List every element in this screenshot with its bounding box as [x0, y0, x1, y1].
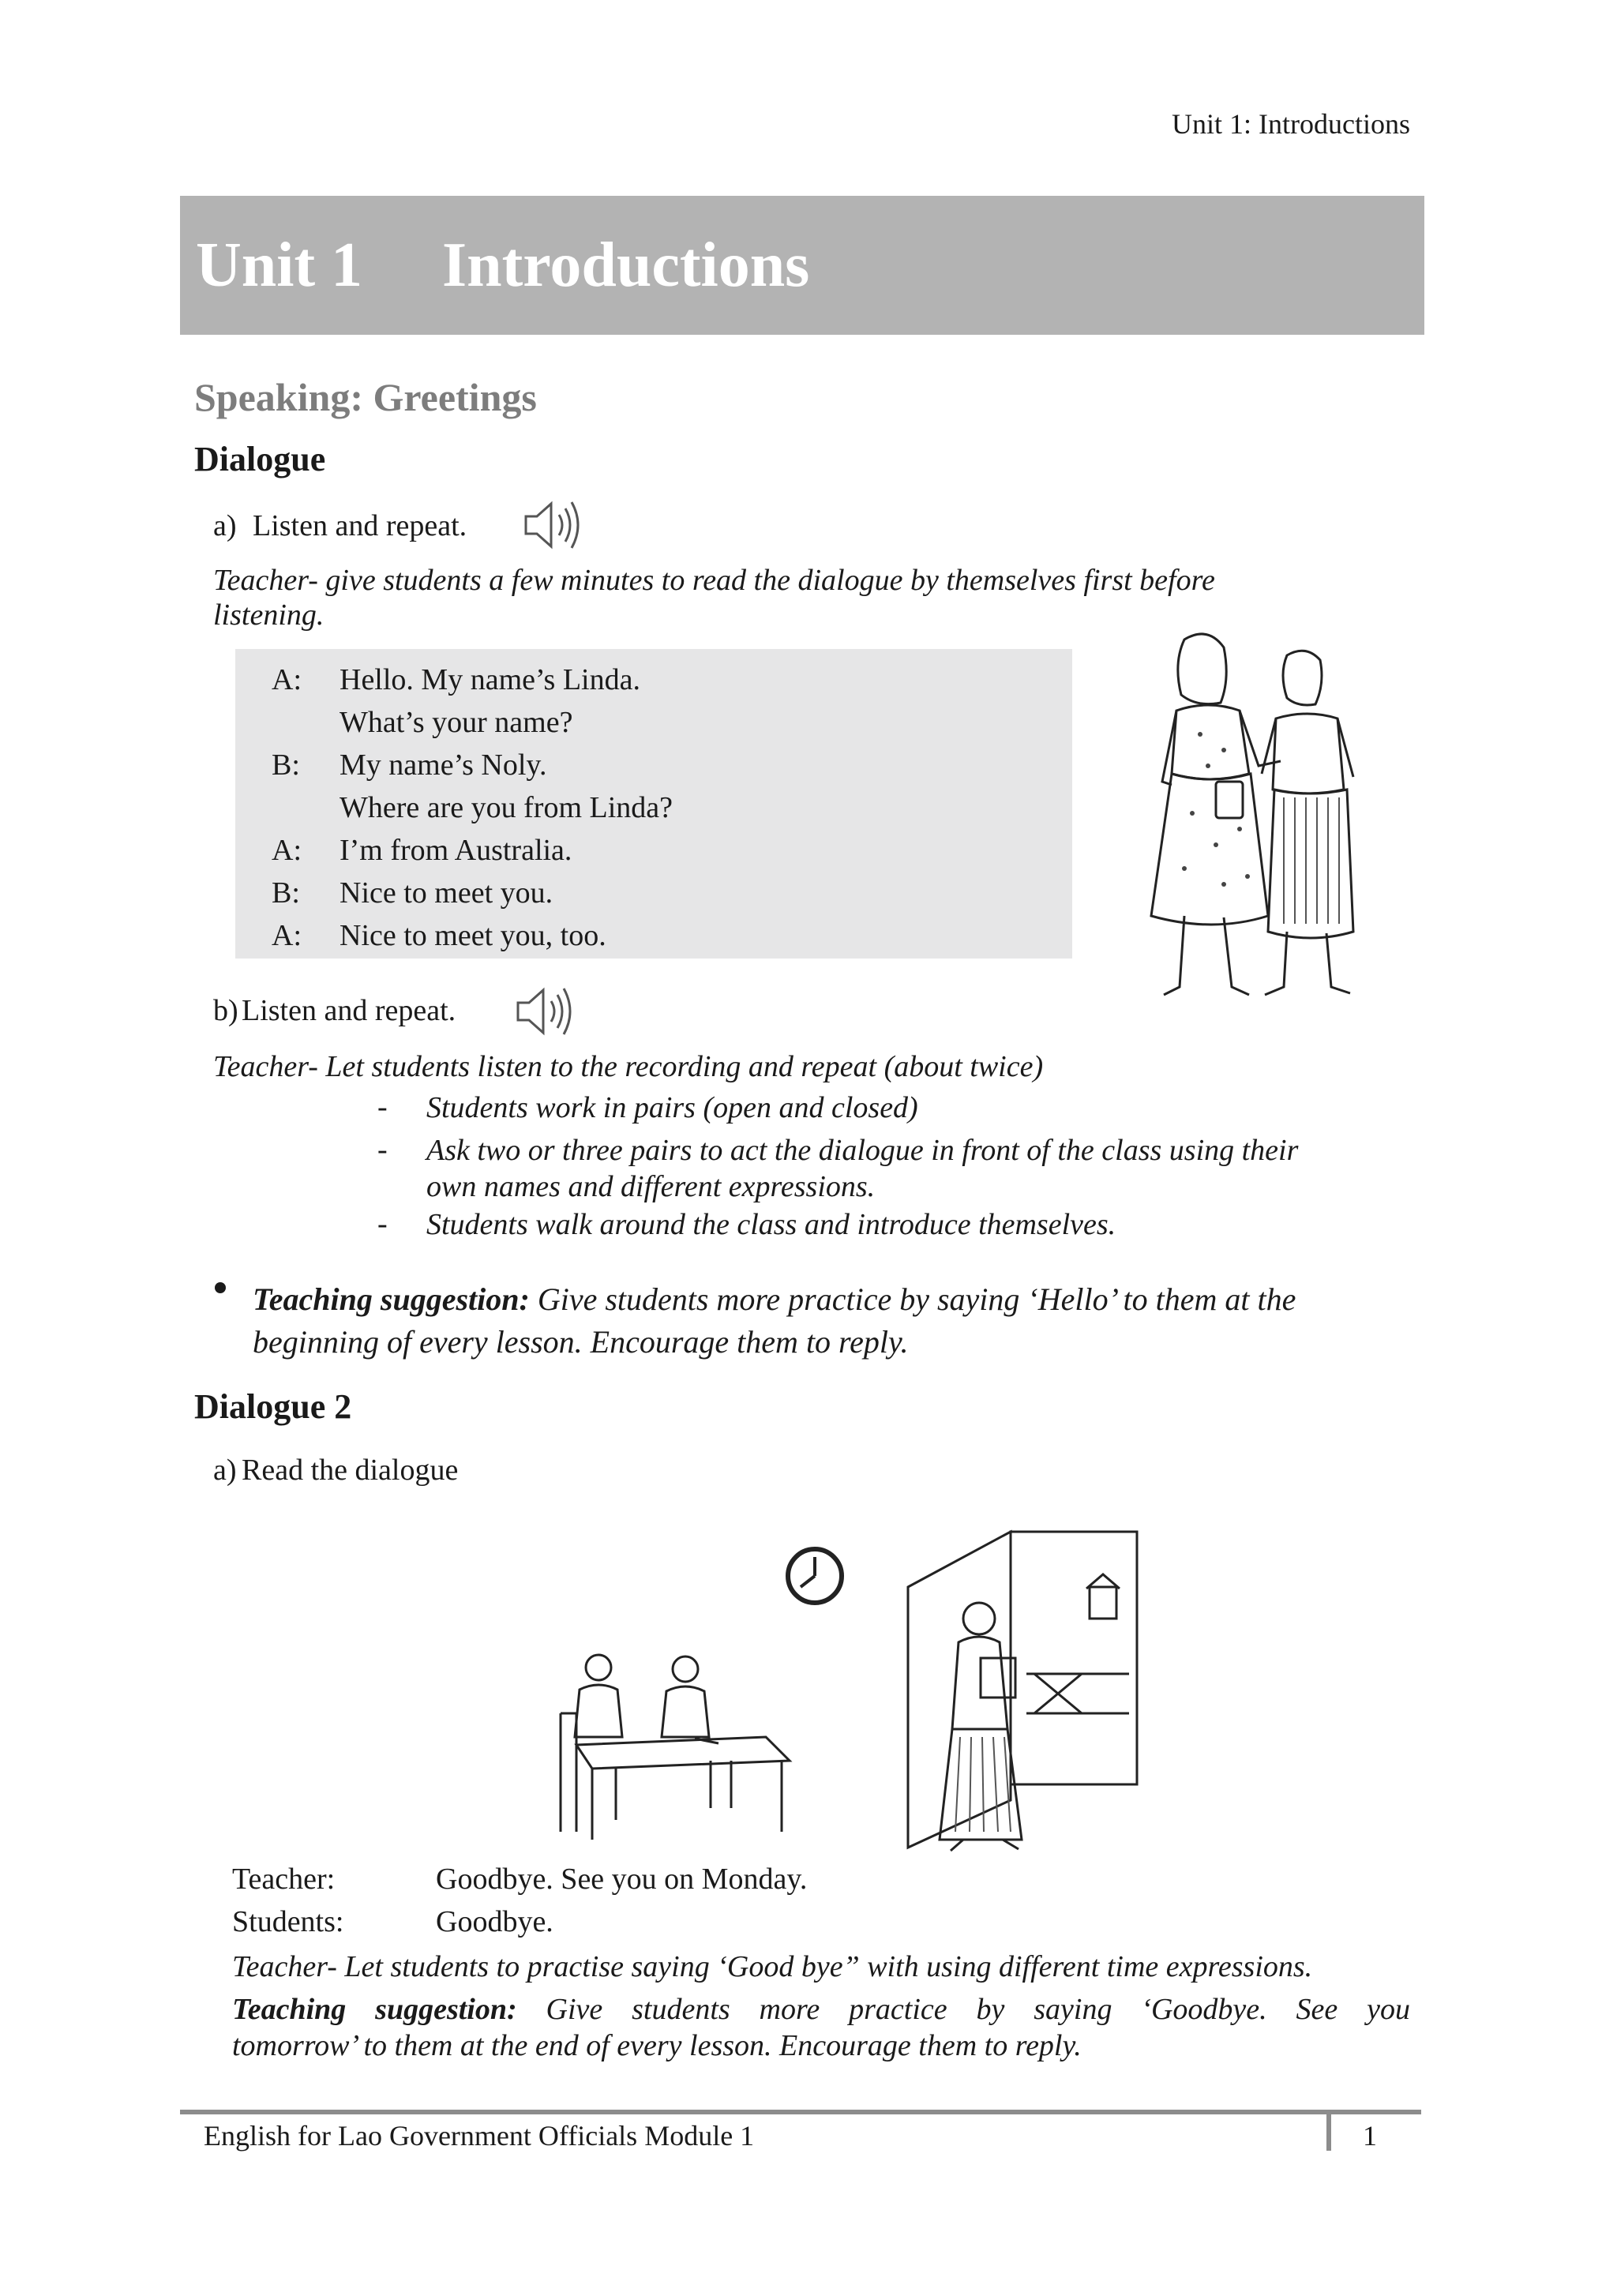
speaker-icon[interactable] — [515, 984, 578, 1039]
speaker-label: A: — [272, 919, 302, 952]
teaching-suggestion-1 — [253, 1279, 1296, 1320]
suggestion-label: Teaching suggestion: — [232, 1993, 517, 2026]
suggestion-label: Teaching suggestion: — [253, 1281, 530, 1317]
d2-suggestion-line2: tomorrow’ to them at the end of every lesson. Encourage them to reply. — [232, 2029, 1082, 2062]
step-b-text: Listen and repeat. — [242, 994, 456, 1027]
dialogue2-heading: Dialogue 2 — [194, 1387, 352, 1426]
footer-rule — [180, 2110, 1421, 2114]
teacher-door-illustration — [892, 1524, 1153, 1855]
d2-line-text: Goodbye. See you on Monday. — [436, 1863, 808, 1896]
teacher-note-a-line1: Teacher- give students a few minutes to read the dialogue by themselves first before — [213, 564, 1215, 597]
unit-label: Unit 1 — [196, 231, 363, 300]
footer-book-title: English for Lao Government Officials Module 1 — [204, 2120, 755, 2152]
footer-divider — [1326, 2114, 1331, 2151]
list-dash: - — [377, 1090, 388, 1124]
suggestion-text: Give students more practice by saying ‘Hello’ to them at the — [537, 1281, 1296, 1317]
note-item: Ask two or three pairs to act the dialogue in front of the class using their — [426, 1134, 1299, 1167]
d2-speaker: Students: — [232, 1905, 344, 1938]
dialogue-box — [235, 649, 1072, 959]
note-item: own names and different expressions. — [426, 1170, 876, 1203]
bullet-dot — [215, 1282, 226, 1293]
step-b-marker: b) — [213, 994, 238, 1027]
section-heading: Speaking: Greetings — [194, 375, 537, 419]
d2-line-text: Goodbye. — [436, 1905, 553, 1938]
list-dash: - — [377, 1207, 388, 1240]
speaker-label: B: — [272, 748, 300, 782]
running-title: Unit 1: Introductions — [1172, 108, 1410, 140]
two-women-illustration — [1097, 624, 1390, 1019]
speaker-label: A: — [272, 663, 302, 696]
d2-teacher-note: Teacher- Let students to practise saying ‘Good bye” with using different time expressions. — [232, 1950, 1313, 1983]
list-dash: - — [377, 1133, 388, 1166]
unit-banner — [180, 196, 1424, 335]
step-a-marker: a) — [213, 509, 237, 542]
line-text: Where are you from Linda? — [340, 791, 673, 824]
unit-title: Introductions — [442, 231, 810, 300]
clock-icon — [785, 1546, 845, 1606]
d2-speaker: Teacher: — [232, 1863, 336, 1896]
line-text: What’s your name? — [340, 706, 573, 739]
d2-teaching-suggestion — [232, 1991, 1410, 2028]
note-item: Students work in pairs (open and closed) — [426, 1091, 918, 1124]
suggestion-text-line2: beginning of every lesson. Encourage them to reply. — [253, 1324, 909, 1360]
line-text: Nice to meet you, too. — [340, 919, 606, 952]
line-text: My name’s Noly. — [340, 748, 547, 782]
note-item: Students walk around the class and introduce themselves. — [426, 1208, 1116, 1241]
speaker-icon[interactable] — [523, 497, 586, 553]
step-a-text: Listen and repeat. — [253, 509, 467, 542]
suggestion-text: Give students more practice by saying ‘Goodbye. See you — [546, 1993, 1410, 2026]
students-illustration — [553, 1650, 813, 1848]
line-text: Hello. My name’s Linda. — [340, 663, 640, 696]
line-text: Nice to meet you. — [340, 876, 553, 910]
d2-step-a-text: Read the dialogue — [242, 1454, 459, 1487]
dialogue-heading: Dialogue — [194, 440, 326, 478]
line-text: I’m from Australia. — [340, 834, 572, 867]
speaker-label: B: — [272, 876, 300, 910]
teacher-note-b: Teacher- Let students listen to the recording and repeat (about twice) — [213, 1050, 1044, 1083]
d2-step-a-marker: a) — [213, 1454, 237, 1487]
teacher-note-a-line2: listening. — [213, 598, 325, 632]
speaker-label: A: — [272, 834, 302, 867]
page-number: 1 — [1363, 2120, 1377, 2152]
